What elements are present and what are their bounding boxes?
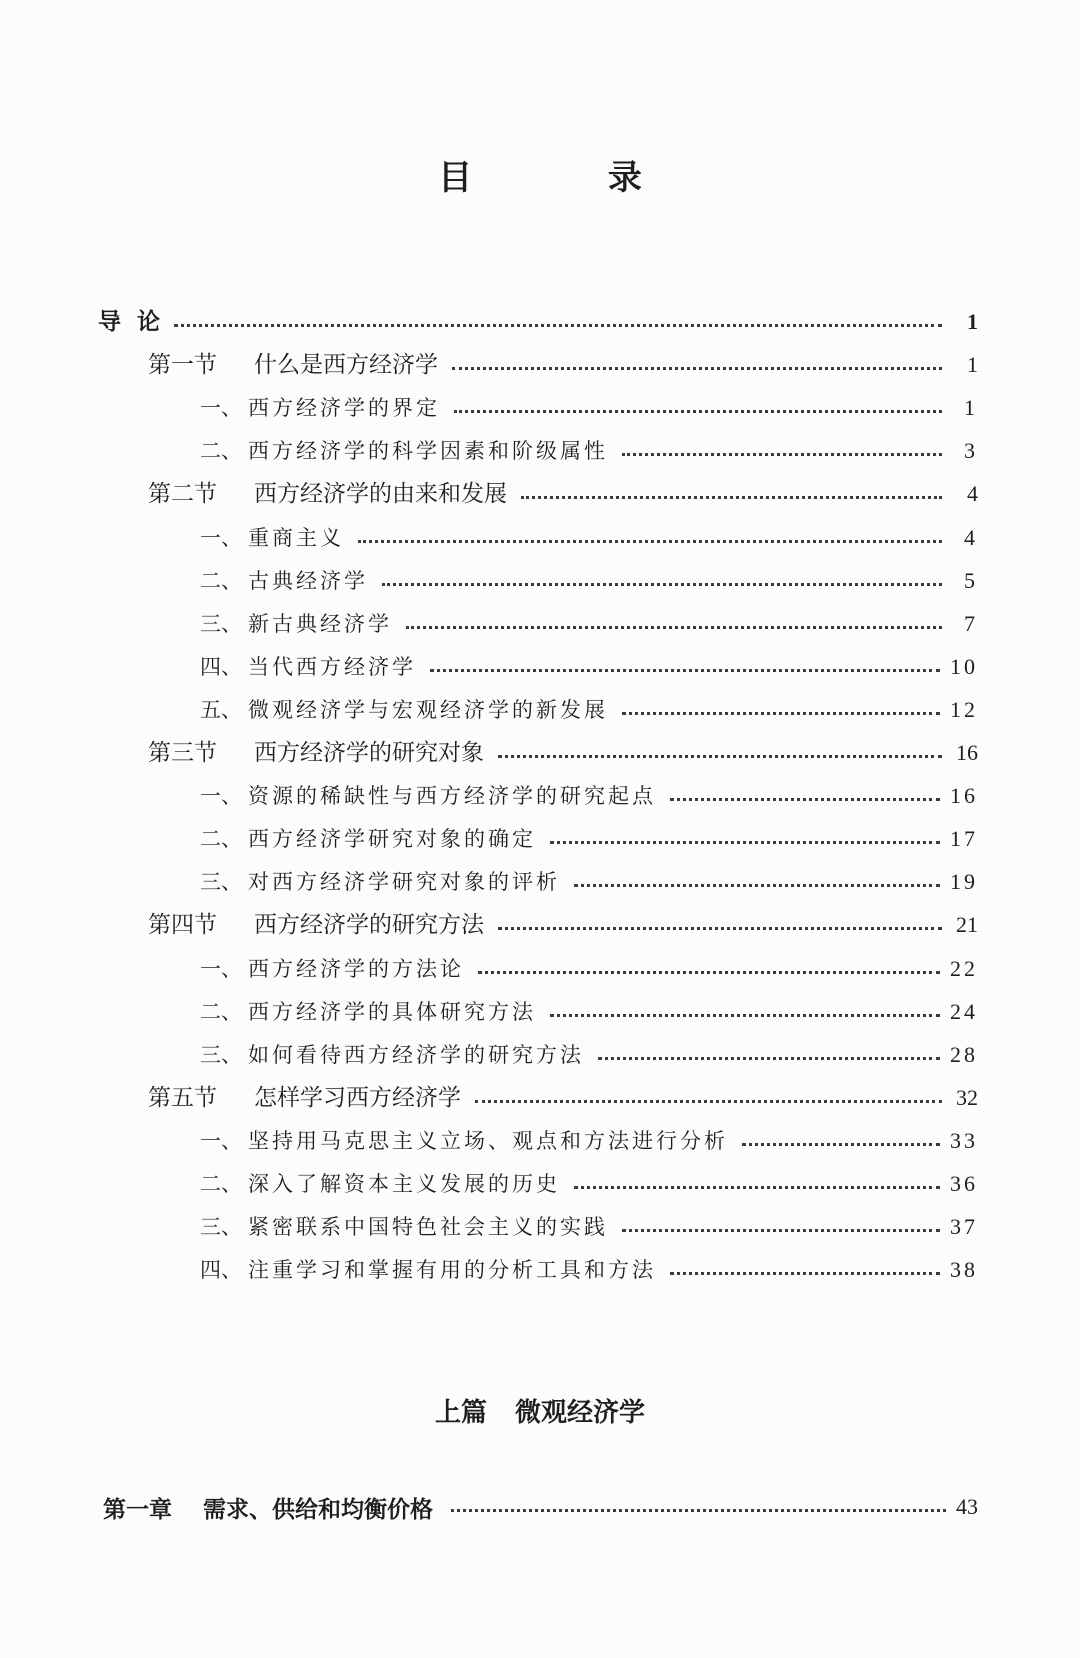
entry-number: 一、 [200, 1129, 242, 1153]
toc-entry-subsection[interactable] [200, 391, 978, 425]
entry-number: 三、 [200, 1215, 242, 1239]
entry-title: 微观经济学与宏观经济学的新发展 [248, 698, 608, 722]
entry-title: 西方经济学的研究方法 [254, 912, 484, 938]
entry-title: 深入了解资本主义发展的历史 [248, 1172, 560, 1196]
page-number: 19 [950, 869, 978, 894]
dot-leader [742, 1141, 940, 1146]
entry-title: 古典经济学 [248, 569, 368, 593]
dot-leader [358, 538, 942, 543]
entry-title: 当代西方经济学 [248, 655, 416, 679]
page-number: 4 [967, 481, 978, 506]
dot-leader [174, 322, 942, 327]
toc-entry-subsection[interactable] [200, 952, 978, 986]
dot-leader [574, 1184, 940, 1189]
dot-leader [478, 969, 940, 974]
part-heading [0, 1392, 1080, 1429]
dot-leader [406, 624, 942, 629]
toc-entry-section[interactable] [148, 1081, 978, 1115]
entry-title: 坚持用马克思主义立场、观点和方法进行分析 [248, 1129, 728, 1153]
entry-title: 紧密联系中国特色社会主义的实践 [248, 1215, 608, 1239]
dot-leader [622, 451, 942, 456]
entry-number: 二、 [200, 1000, 242, 1024]
entry-title: 对西方经济学研究对象的评析 [248, 870, 560, 894]
entry-title: 西方经济学的具体研究方法 [248, 1000, 536, 1024]
toc-entry-subsection[interactable] [200, 1124, 978, 1158]
entry-number: 第二节 [148, 481, 217, 507]
dot-leader [430, 667, 940, 672]
chapter-title: 需求、供给和均衡价格 [203, 1496, 433, 1523]
entry-title: 什么是西方经济学 [254, 352, 438, 378]
page-number: 28 [950, 1042, 978, 1067]
page-number: 43 [956, 1494, 978, 1519]
dot-leader [550, 839, 940, 844]
toc-entry-section[interactable] [148, 348, 978, 382]
page-number: 17 [950, 826, 978, 851]
dot-leader [670, 1270, 940, 1275]
toc-entry-subsection[interactable] [200, 995, 978, 1029]
entry-number: 一、 [200, 957, 242, 981]
entry-number: 一、 [200, 784, 242, 808]
toc-entry-subsection[interactable] [200, 521, 978, 555]
toc-entry-subsection[interactable] [200, 822, 978, 856]
entry-number: 三、 [200, 1043, 242, 1067]
entry-title: 重商主义 [248, 526, 344, 550]
part-title: 微观经济学 [515, 1398, 646, 1428]
entry-number: 一、 [200, 526, 242, 550]
page-number: 4 [964, 525, 978, 550]
entry-number: 二、 [200, 439, 242, 463]
dot-leader [498, 753, 942, 758]
entry-number: 二、 [200, 1172, 242, 1196]
entry-number: 五、 [200, 698, 242, 722]
entry-title: 注重学习和掌握有用的分析工具和方法 [248, 1258, 656, 1282]
toc-entry-section[interactable] [148, 736, 978, 770]
entry-title: 西方经济学的研究对象 [254, 740, 484, 766]
dot-leader [521, 494, 942, 499]
page-number: 1 [964, 395, 978, 420]
toc-entry-subsection[interactable] [200, 1210, 978, 1244]
entry-number: 三、 [200, 870, 242, 894]
entry-number: 四、 [200, 655, 242, 679]
dot-leader [622, 710, 940, 715]
entry-number: 三、 [200, 612, 242, 636]
page-number: 3 [964, 438, 978, 463]
page-number: 10 [950, 654, 978, 679]
entry-title: 西方经济学的由来和发展 [254, 481, 507, 507]
page-number: 1 [967, 309, 978, 334]
entry-number: 第三节 [148, 740, 217, 766]
entry-number: 二、 [200, 827, 242, 851]
entry-title: 新古典经济学 [248, 612, 392, 636]
page-number: 24 [950, 999, 978, 1024]
page-number: 38 [950, 1257, 978, 1282]
toc-entry-subsection[interactable] [200, 1253, 978, 1287]
page-number: 16 [950, 783, 978, 808]
dot-leader [475, 1098, 942, 1103]
dot-leader [550, 1012, 940, 1017]
page-number: 33 [950, 1128, 978, 1153]
part-label: 上篇 [434, 1398, 487, 1428]
toc-entry-intro[interactable] [98, 305, 978, 339]
page-number: 21 [956, 912, 978, 937]
entry-title: 西方经济学的方法论 [248, 957, 464, 981]
toc-entry-subsection[interactable] [200, 1167, 978, 1201]
toc-entry-subsection[interactable] [200, 607, 978, 641]
page-title: 目 录 [438, 158, 704, 198]
entry-number: 第四节 [148, 912, 217, 938]
entry-title: 如何看待西方经济学的研究方法 [248, 1043, 584, 1067]
dot-leader [622, 1227, 940, 1232]
entry-number: 导 论 [98, 309, 161, 335]
dot-leader [451, 1507, 946, 1512]
chapter-number: 第一章 [103, 1496, 172, 1523]
toc-entry-subsection[interactable] [200, 564, 978, 598]
toc-entry-subsection[interactable] [200, 1038, 978, 1072]
page-number: 12 [950, 697, 978, 722]
page-number: 22 [950, 956, 978, 981]
page-number: 16 [956, 740, 978, 765]
entry-title: 西方经济学研究对象的确定 [248, 827, 536, 851]
toc-entry-subsection[interactable] [200, 650, 978, 684]
dot-leader [670, 796, 940, 801]
dot-leader [454, 408, 942, 413]
entry-number: 四、 [200, 1258, 242, 1282]
entry-title: 西方经济学的科学因素和阶级属性 [248, 439, 608, 463]
toc-entry-chapter-1[interactable] [103, 1490, 978, 1524]
toc-entry-subsection[interactable] [200, 693, 978, 727]
toc-entry-subsection[interactable] [200, 779, 978, 813]
toc-entry-section[interactable] [148, 908, 978, 942]
page-number: 7 [964, 611, 978, 636]
toc-entry-subsection[interactable] [200, 865, 978, 899]
entry-number: 一、 [200, 396, 242, 420]
page-number: 5 [964, 568, 978, 593]
page-number: 1 [967, 352, 978, 377]
dot-leader [598, 1055, 940, 1060]
page-number: 36 [950, 1171, 978, 1196]
dot-leader [382, 581, 942, 586]
page-number: 37 [950, 1214, 978, 1239]
entry-number: 二、 [200, 569, 242, 593]
entry-title: 西方经济学的界定 [248, 396, 440, 420]
dot-leader [574, 882, 940, 887]
entry-number: 第一节 [148, 352, 217, 378]
toc-entry-subsection[interactable] [200, 434, 978, 468]
entry-title: 资源的稀缺性与西方经济学的研究起点 [248, 784, 656, 808]
entry-number: 第五节 [148, 1085, 217, 1111]
entry-title: 怎样学习西方经济学 [254, 1085, 461, 1111]
page-number: 32 [956, 1085, 978, 1110]
toc-entry-section[interactable] [148, 477, 978, 511]
dot-leader [452, 365, 942, 370]
dot-leader [498, 925, 942, 930]
